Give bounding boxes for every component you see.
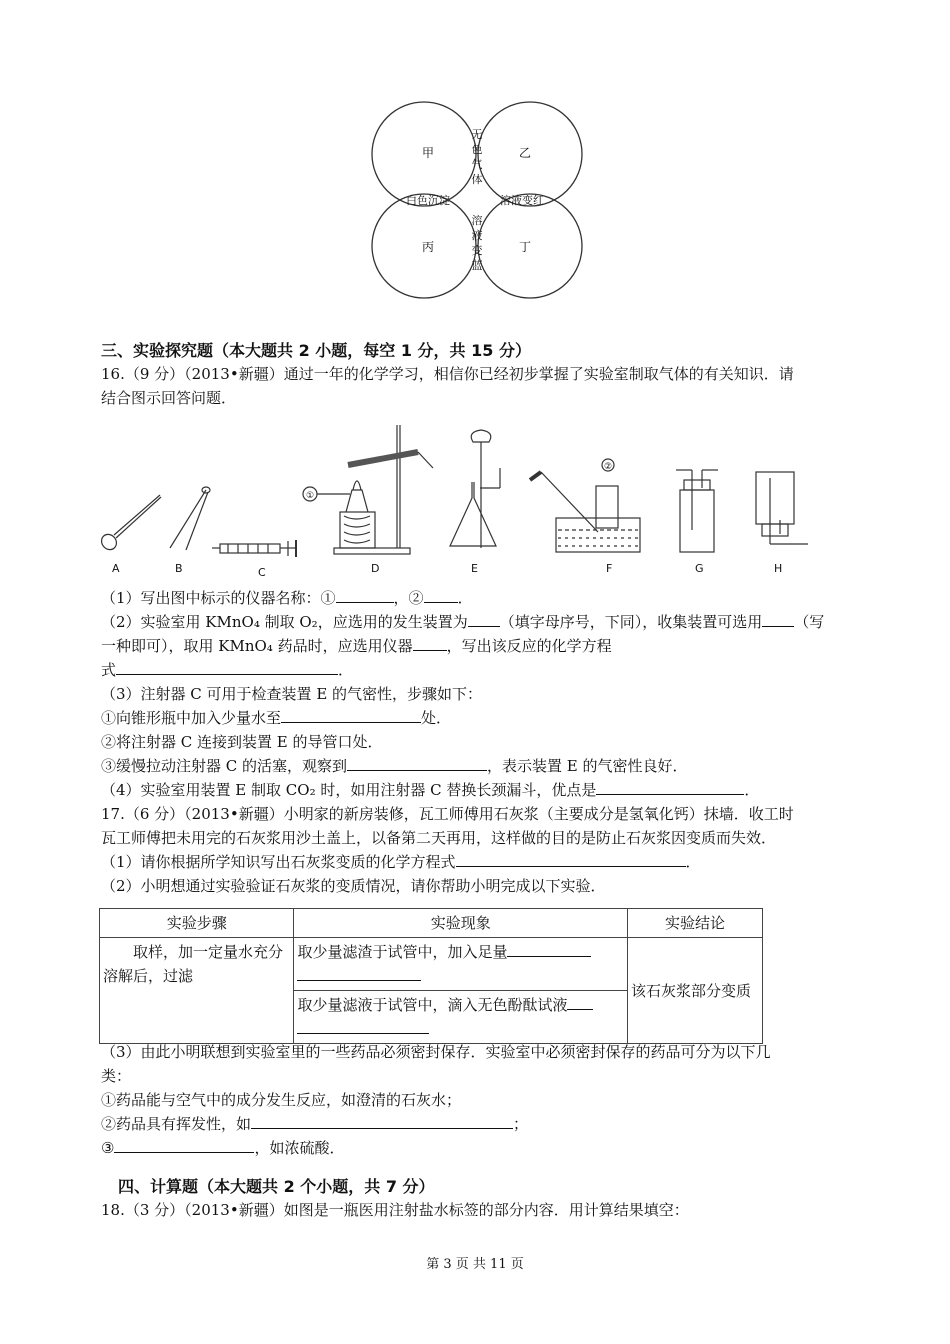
answer-blank[interactable] bbox=[507, 942, 591, 957]
label-g: G bbox=[695, 562, 704, 575]
q17-part1: （1）请你根据所学知识写出石灰浆变质的化学方程式 ． bbox=[101, 853, 701, 871]
label-c: C bbox=[258, 566, 266, 579]
apparatus-figure bbox=[98, 420, 818, 580]
answer-blank[interactable] bbox=[424, 588, 458, 603]
answer-blank[interactable] bbox=[281, 708, 421, 723]
answer-blank[interactable] bbox=[336, 588, 394, 603]
q17-stem-line1: 17.（6 分）（2013•新疆）小明家的新房装修，瓦工师傅用石灰浆（主要成分是氢氧化钙）抹墙．收工时 bbox=[101, 805, 794, 823]
section4-heading: 四、计算题（本大题共 2 个小题，共 7 分） bbox=[118, 1177, 435, 1196]
q17-part3-line2: 类： bbox=[101, 1067, 132, 1085]
q16-part2-line1: （2）实验室用 KMnO₄ 制取 O₂，应选用的发生装置为 （填字母序号，下同），收集装置可选用 （写 bbox=[101, 613, 825, 631]
venn-white-precipitate: 白色沉淀 bbox=[406, 194, 450, 207]
label-f: F bbox=[606, 562, 613, 575]
answer-blank[interactable] bbox=[116, 660, 338, 675]
svg-text:气: 气 bbox=[471, 158, 483, 171]
q17-part3-item2: ②药品具有挥发性，如 ； bbox=[101, 1115, 529, 1133]
table-header: 实验现象 bbox=[294, 909, 628, 938]
answer-blank[interactable] bbox=[297, 1019, 429, 1034]
label-b: B bbox=[175, 562, 183, 575]
experiment-table bbox=[99, 908, 763, 1044]
apparatus-a-spoon bbox=[98, 495, 161, 553]
venn-diagram bbox=[370, 100, 585, 300]
answer-blank[interactable] bbox=[251, 1114, 513, 1129]
table-header: 实验步骤 bbox=[100, 909, 294, 938]
q18-stem: 18.（3 分）（2013•新疆）如图是一瓶医用注射盐水标签的部分内容．用计算结果填空： bbox=[101, 1201, 689, 1219]
table-cell-step: 取样，加一定量水充分溶解后，过滤 bbox=[100, 938, 294, 1044]
apparatus-f-trough bbox=[530, 459, 640, 552]
venn-ding: 丁 bbox=[518, 240, 532, 254]
answer-blank[interactable] bbox=[762, 612, 794, 627]
table-cell-phenomenon2: 取少量滤液于试管中，滴入无色酚酞试液 bbox=[294, 991, 628, 1044]
q16-stem-line1: 16.（9 分）（2013•新疆）通过一年的化学学习，相信你已经初步掌握了实验室制取气体的有关知识．请 bbox=[101, 365, 794, 383]
venn-jia: 甲 bbox=[421, 146, 435, 160]
q16-part4: （4）实验室用装置 E 制取 CO₂ 时，如用注射器 C 替换长颈漏斗，优点是 ． bbox=[101, 781, 760, 799]
apparatus-h-bottle bbox=[756, 472, 808, 544]
apparatus-g-bottle bbox=[676, 470, 718, 552]
q17-part3-line1: （3）由此小明联想到实验室里的一些药品必须密封保存．实验室中必须密封保存的药品可分为以下几 bbox=[101, 1043, 771, 1061]
q17-stem-line2: 瓦工师傅把未用完的石灰浆用沙土盖上，以备第二天再用，这样做的目的是防止石灰浆因变质而失效． bbox=[101, 829, 777, 847]
venn-bing: 丙 bbox=[421, 240, 435, 254]
answer-blank[interactable] bbox=[347, 756, 487, 771]
svg-text:无: 无 bbox=[471, 128, 483, 141]
q17-part2: （2）小明想通过实验验证石灰浆的变质情况，请你帮助小明完成以下实验． bbox=[101, 877, 606, 895]
q16-part3-step2: ②将注射器 C 连接到装置 E 的导管口处． bbox=[101, 733, 383, 751]
q16-part3: （3）注射器 C 可用于检查装置 E 的气密性，步骤如下： bbox=[101, 685, 483, 703]
answer-blank[interactable] bbox=[468, 612, 500, 627]
apparatus-b-tongs bbox=[170, 487, 210, 550]
answer-blank[interactable] bbox=[596, 780, 744, 795]
q16-part2-line2: 一种即可），取用 KMnO₄ 药品时，应选用仪器 ，写出该反应的化学方程 bbox=[101, 637, 612, 655]
venn-colorless-gas bbox=[472, 128, 483, 186]
venn-solution-red: 溶液变红 bbox=[500, 194, 544, 207]
label-d: D bbox=[371, 562, 380, 575]
marker-1: ① bbox=[306, 491, 315, 501]
label-h: H bbox=[774, 562, 783, 575]
answer-blank[interactable] bbox=[114, 1138, 254, 1153]
answer-blank[interactable] bbox=[567, 995, 593, 1010]
svg-text:变: 变 bbox=[471, 244, 483, 257]
apparatus-c-syringe bbox=[212, 540, 296, 557]
svg-text:体: 体 bbox=[471, 173, 483, 186]
svg-text:蓝: 蓝 bbox=[471, 259, 483, 272]
page-footer: 第 3 页 共 11 页 bbox=[426, 1257, 524, 1272]
q16-part3-step1: ①向锥形瓶中加入少量水至 处． bbox=[101, 709, 452, 727]
table-cell-phenomenon1: 取少量滤渣于试管中，加入足量 bbox=[294, 938, 628, 991]
label-a: A bbox=[112, 562, 120, 575]
answer-blank[interactable] bbox=[456, 852, 686, 867]
table-cell-conclusion: 该石灰浆部分变质 bbox=[627, 938, 762, 1044]
apparatus-e-flask bbox=[450, 430, 500, 548]
answer-blank[interactable] bbox=[297, 966, 421, 981]
venn-yi: 乙 bbox=[518, 146, 532, 160]
q16-part3-step3: ③缓慢拉动注射器 C 的活塞，观察到 ，表示装置 E 的气密性良好． bbox=[101, 757, 688, 775]
q16-part1: （1）写出图中标示的仪器名称：① ，② ． bbox=[101, 589, 473, 607]
q16-stem-line2: 结合图示回答问题． bbox=[101, 389, 237, 407]
q16-part2-line3: 式 ． bbox=[101, 661, 354, 679]
svg-text:溶: 溶 bbox=[471, 214, 483, 227]
marker-2: ② bbox=[604, 462, 613, 472]
apparatus-d-heater bbox=[303, 425, 433, 554]
q17-part3-item1: ①药品能与空气中的成分发生反应，如澄清的石灰水； bbox=[101, 1091, 462, 1109]
svg-text:液: 液 bbox=[471, 229, 483, 242]
section3-heading: 三、实验探究题（本大题共 2 小题，每空 1 分，共 15 分） bbox=[101, 341, 531, 360]
table-header: 实验结论 bbox=[627, 909, 762, 938]
svg-text:色: 色 bbox=[471, 143, 483, 156]
label-e: E bbox=[471, 562, 478, 575]
answer-blank[interactable] bbox=[413, 636, 447, 651]
venn-solution-blue bbox=[472, 213, 483, 272]
q17-part3-item3: ③ ，如浓硫酸． bbox=[101, 1139, 345, 1157]
